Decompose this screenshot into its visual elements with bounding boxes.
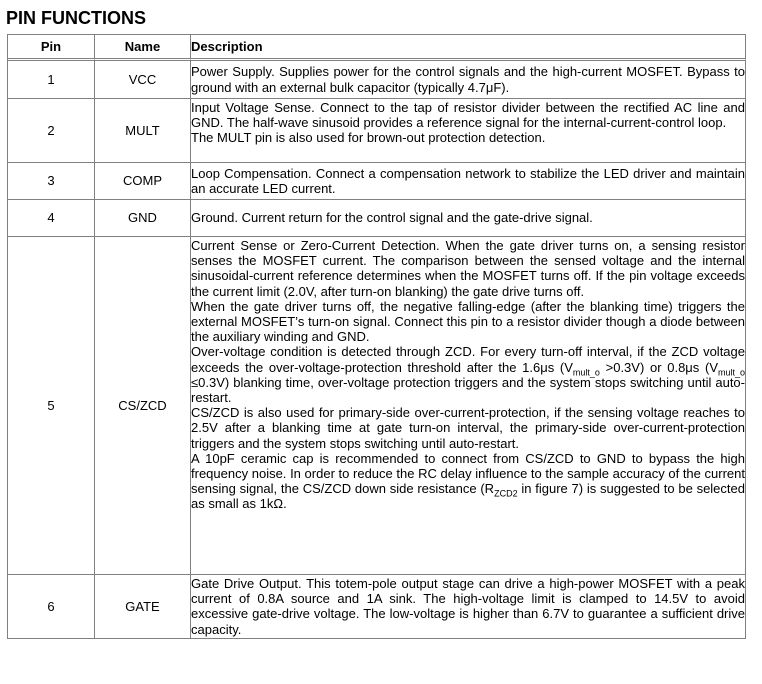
pin-name: COMP: [95, 163, 191, 200]
header-name: Name: [95, 35, 191, 61]
table-row: [8, 163, 746, 200]
table-row: [8, 99, 746, 163]
pin-description: [191, 200, 746, 237]
pin-name: GATE: [95, 575, 191, 639]
pin-number: 4: [8, 200, 95, 237]
description-paragraph: The MULT pin is also used for brown-out protection detection.: [191, 130, 546, 146]
pin-description: [191, 575, 746, 639]
pin-number: 3: [8, 163, 95, 200]
description-paragraph: CS/ZCD is also used for primary-side over-current-protection, if the sensing voltage reaches to 2.5V after a blanking time at gate turn-on interval, the primary-side over-current-protection triggers and the system stops switching until auto-restart.: [191, 405, 745, 451]
description-paragraph: Ground. Current return for the control signal and the gate-drive signal.: [191, 210, 593, 226]
pin-description: [191, 163, 746, 200]
subscript: mult_o: [572, 367, 600, 378]
pin-number: 1: [8, 61, 95, 99]
description-text: in figure 7) is suggested to be selected as small as 1kΩ.: [191, 481, 745, 512]
table-header-row: [8, 35, 746, 61]
pin-name: VCC: [95, 61, 191, 99]
pin-functions-table: [7, 34, 746, 639]
pin-number: 6: [8, 575, 95, 639]
table-row: [8, 575, 746, 639]
table-row: [8, 200, 746, 237]
pin-description: [191, 237, 746, 575]
description-text: A 10pF ceramic cap is recommended to connect from CS/ZCD to GND to bypass the high frequency noise. In order to reduce the RC delay influence to the sample accuracy of the current sensing signal, the CS/ZCD down side resistance (R: [191, 450, 745, 497]
section-title: PIN FUNCTIONS: [6, 8, 147, 28]
description-paragraph: Gate Drive Output. This totem-pole output stage can drive a high-power MOSFET with a peak current of 0.8A source and 1A sink. The high-voltage limit is clamped to 14.5V to avoid excessive gate-drive voltage. The low-voltage is higher than 6.7V to guarantee a sufficient drive capacity.: [191, 576, 745, 637]
description-paragraph: Current Sense or Zero-Current Detection. When the gate driver turns on, a sensing resistor senses the MOSFET current. The comparison between the sensed voltage and the internal sinusoidal-current reference determines when the MOSFET turns off. If the pin voltage exceeds the current limit (2.0V, after turn-on blanking) the gate drive turns off.: [191, 238, 745, 299]
description-paragraph: When the gate driver turns off, the negative falling-edge (after the blanking time) triggers the external MOSFET’s turn-on signal. Connect this pin to a resistor divider though a diode between the auxiliary winding and GND.: [191, 298, 745, 345]
subscript: ZCD2: [494, 488, 518, 499]
subscript: mult_o: [718, 367, 746, 378]
pin-description: [191, 99, 746, 163]
description-text: >0.3V) or 0.8μs (V: [599, 359, 718, 375]
pin-number: 5: [8, 237, 95, 575]
pin-description: [191, 61, 746, 99]
header-description: Description: [191, 35, 746, 61]
header-pin: Pin: [8, 35, 95, 61]
pin-number: 2: [8, 99, 95, 163]
description-paragraph: [191, 344, 745, 405]
description-paragraph: Input Voltage Sense. Connect to the tap of resistor divider between the rectified AC line and GND. The half-wave sinusoid provides a reference signal for the internal-current-control loop.: [191, 100, 745, 131]
description-paragraph: [191, 451, 745, 512]
pin-name: GND: [95, 200, 191, 237]
description-paragraph: Power Supply. Supplies power for the control signals and the high-current MOSFET. Bypass to ground with an external bulk capacitor (typically 4.7μF).: [191, 64, 745, 95]
description-paragraph: Loop Compensation. Connect a compensation network to stabilize the LED driver and maintain an accurate LED current.: [191, 165, 745, 196]
description-text: Over-voltage condition is detected through ZCD. For every turn-off interval, if the ZCD voltage exceeds the over-voltage-protection threshold after the 1.6μs (V: [191, 344, 745, 375]
pin-name: MULT: [95, 99, 191, 163]
table-row: [8, 61, 746, 99]
table-row: [8, 237, 746, 575]
description-text: ≤0.3V) blanking time, over-voltage protection triggers and the system stops switching until auto-restart.: [191, 374, 745, 406]
pin-name: CS/ZCD: [95, 237, 191, 575]
